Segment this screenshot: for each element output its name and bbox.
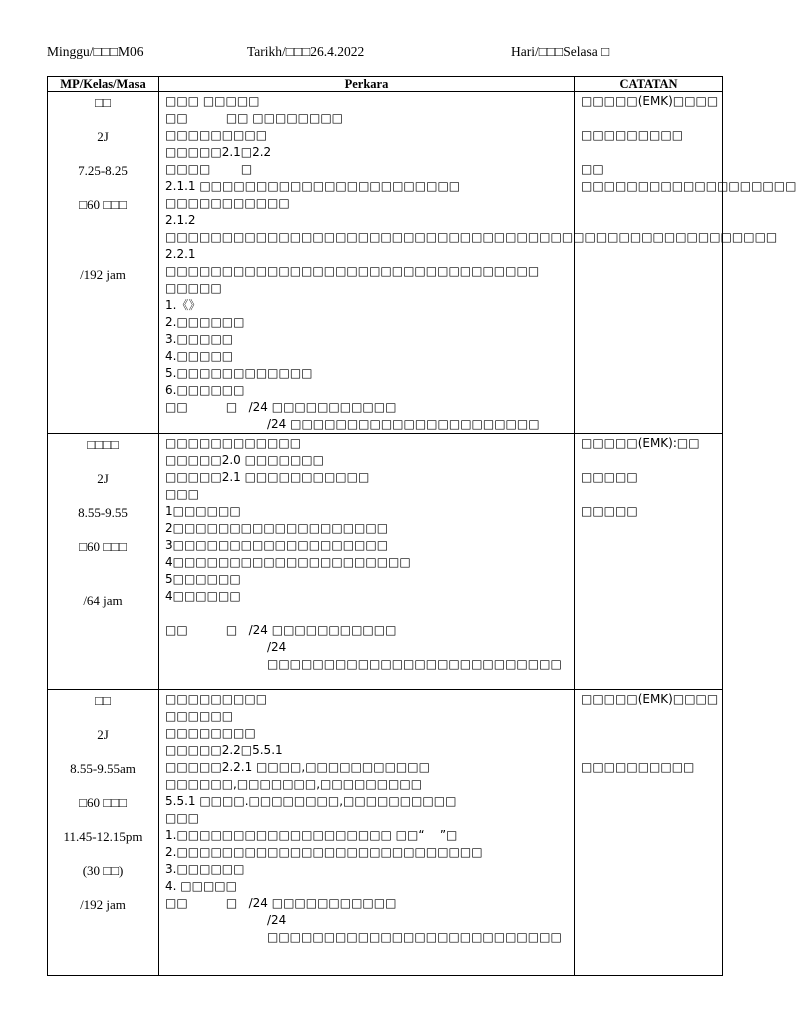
time-range: 8.55-9.55	[78, 505, 128, 520]
content-line: □□ □□ □□□□□□□□	[165, 111, 344, 125]
content-line: 3.□□□□□□	[165, 862, 245, 876]
content-cell	[159, 434, 575, 690]
lesson-plan-table	[47, 76, 796, 976]
date-label: Tarikh/□□□26.4.2022	[247, 44, 365, 59]
content-line: /24 □□□□□□□□□□□□□□□□□□□□□□□□□□	[267, 640, 562, 671]
subject-name: □□□□	[87, 437, 119, 452]
table-row	[48, 690, 723, 976]
content-line: 4□□□□□□	[165, 589, 241, 603]
content-line: 6.□□□□□□	[165, 383, 245, 397]
content-line: □□□□□2.2□5.5.1	[165, 743, 283, 757]
content-line: 2.1.2 □□□□□□□□□□□□□□□□□□□□□□□□□□□□□□□□□□□□□□□□□□□□□□□□□□□□□□	[165, 213, 778, 244]
hours-total: /192 jam	[80, 897, 126, 912]
week-label: Minggu/□□□M06	[47, 44, 144, 59]
table-row	[48, 434, 723, 690]
content-line: 5.□□□□□□□□□□□□	[165, 366, 313, 380]
content-line: □□□	[165, 487, 200, 501]
subject-name: □□	[95, 95, 111, 110]
content-line: □□ □ /24 □□□□□□□□□□□	[165, 896, 397, 910]
content-line: 2.□□□□□□	[165, 315, 245, 329]
content-line: 2.1.1 □□□□□□□□□□□□□□□□□□□□□□□	[165, 179, 461, 193]
duration: □60 □□□	[79, 795, 127, 810]
content-line: /24 □□□□□□□□□□□□□□□□□□□□□□□□□□	[267, 913, 562, 944]
content-line: □□ □ /24 □□□□□□□□□□□	[165, 623, 397, 637]
notes-cell	[575, 92, 796, 434]
content-line: 2.□□□□□□□□□□□□□□□□□□□□□□□□□□□	[165, 845, 483, 859]
content-line: □□□□□2.2.1 □□□□,□□□□□□□□□□□	[165, 760, 430, 774]
content-line: 3.□□□□□	[165, 332, 234, 346]
notes-cell	[575, 434, 723, 690]
content-cell	[159, 690, 575, 976]
content-line: 5□□□□□□	[165, 572, 241, 586]
notes-line: □□□□□(EMK):□□	[581, 436, 700, 450]
table-row	[48, 92, 723, 434]
content-line: 3□□□□□□□□□□□□□□□□□□□	[165, 538, 389, 552]
content-line: □□□□□□	[165, 709, 234, 723]
content-line: /24 □□□□□□□□□□□□□□□□□□□□□□	[267, 417, 540, 431]
content-line: □□□□□2.1□2.2	[165, 145, 272, 159]
column-header-notes: CATATAN	[575, 77, 723, 92]
content-line: 2□□□□□□□□□□□□□□□□□□□	[165, 521, 389, 535]
day-label: Hari/□□□Selasa □	[511, 44, 610, 59]
notes-line: □□ □□□□□□□□□□□□□□□□□□□	[581, 162, 796, 193]
duration: □60 □□□	[79, 197, 127, 212]
time-range-2: 11.45-12.15pm	[63, 829, 143, 844]
content-line: □□□□□□□□	[165, 726, 256, 740]
subject-cell	[48, 434, 159, 690]
notes-line: □□□□□(EMK)□□□□	[581, 692, 719, 706]
subject-name: □□	[95, 693, 111, 708]
notes-line: □□□□□□□□□□	[581, 760, 695, 774]
content-line: □□□□ □	[165, 162, 253, 176]
notes-line: □□□□□	[581, 470, 638, 484]
content-line: 4. □□□□□	[165, 879, 237, 893]
content-line: □□□□□□,□□□□□□□,□□□□□□□□□	[165, 777, 423, 791]
duration-2: (30 □□)	[82, 863, 124, 878]
content-line: □□□□□	[165, 281, 222, 295]
content-line: 5.5.1 □□□□.□□□□□□□□,□□□□□□□□□□	[165, 794, 457, 808]
subject-cell	[48, 690, 159, 976]
time-range: 8.55-9.55am	[70, 761, 136, 776]
subject-cell	[48, 92, 159, 434]
column-header-content: Perkara	[159, 77, 575, 92]
content-line: 1.□□□□□□□□□□□□□□□□□□□ □□“ ”□	[165, 828, 458, 842]
content-line: 4.□□□□□	[165, 349, 234, 363]
content-line	[165, 605, 568, 622]
class-name: 2J	[97, 129, 109, 144]
hours-total: /192 jam	[80, 267, 126, 282]
content-line: □□□□□2.0 □□□□□□□	[165, 453, 324, 467]
column-header-subject: MP/Kelas/Masa	[48, 77, 159, 92]
class-name: 2J	[97, 471, 109, 486]
notes-cell	[575, 690, 723, 976]
content-line: □□□□□□□□□	[165, 692, 268, 706]
content-line: □□□□□2.1 □□□□□□□□□□□	[165, 470, 370, 484]
notes-line: □□□□□	[581, 504, 638, 518]
content-line: □□□□□□□□□□□	[165, 196, 290, 210]
content-line: 1.《》	[165, 298, 201, 312]
content-line: □□□□□□□□□	[165, 128, 268, 142]
duration: □60 □□□	[79, 539, 127, 554]
time-range: 7.25-8.25	[78, 163, 128, 178]
content-line: 1□□□□□□	[165, 504, 241, 518]
class-name: 2J	[97, 727, 109, 742]
content-line: □□□	[165, 811, 200, 825]
header	[47, 44, 727, 62]
notes-line: □□□□□□□□□	[581, 128, 684, 142]
content-line: 4□□□□□□□□□□□□□□□□□□□□□	[165, 555, 411, 569]
content-line: □□□ □□□□□	[165, 94, 260, 108]
content-line: 2.2.1 □□□□□□□□□□□□□□□□□□□□□□□□□□□□□□□□□	[165, 247, 540, 278]
hours-total: /64 jam	[83, 593, 123, 608]
notes-line: □□□□□(EMK)□□□□	[581, 94, 719, 108]
content-line: □□□□□□□□□□□□	[165, 436, 302, 450]
content-line: □□ □ /24 □□□□□□□□□□□	[165, 400, 397, 414]
table-header-row	[48, 77, 723, 92]
